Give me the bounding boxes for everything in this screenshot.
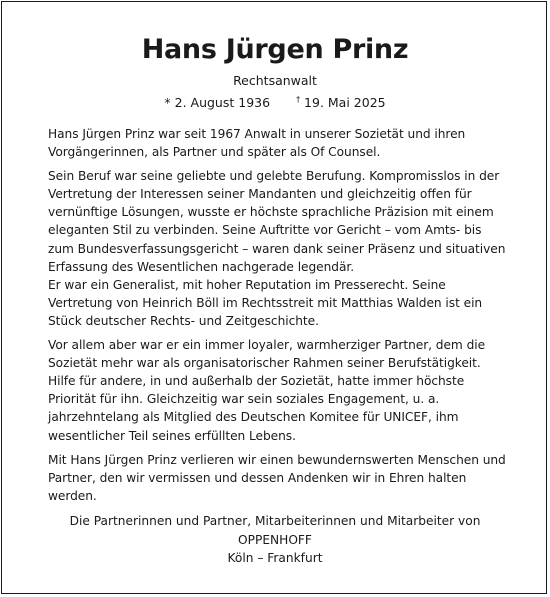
death-date: 19. Mai 2025 bbox=[304, 95, 386, 110]
paragraph: Mit Hans Jürgen Prinz verlieren wir einen bewundernswerten Menschen und Partner, den wir vermissen und dessen Andenken wir in Ehren halten werden. bbox=[48, 452, 506, 503]
paragraph: Vor allem aber war er ein immer loyaler, warmherziger Partner, dem die Sozietät mehr war als organisatorischer Rahmen seiner Berufstätigkeit. Hilfe für andere, in und außerhalb der Sozietät, hatte immer höchste Priorität für ihn. Gleichzeitig war sein soziales Engagement, u. a. jahrzehntelang als Mitglied des Deutschen Komitee für UNICEF, ihm wesentlicher Teil seines erfüllten Lebens. bbox=[48, 338, 486, 443]
profession: Rechtsanwalt bbox=[233, 73, 317, 88]
paragraph: Sein Beruf war seine geliebte und gelebte Berufung. Kompromisslos in der Vertretung der Interessen seiner Mandanten und gleichzeitig offen für vernünftige Lösungen, wusste er höchste sprachliche Präzision mit einem eleganten Stil zu verbinden. Seine Auftritte vor Gericht – vom Amts- bis zum Bundesverfassungsgericht – waren dank seiner Präsenz und situativen Erfassung des Wesentlichen nachgerade legendär. bbox=[48, 169, 506, 274]
firm-name: OPPENHOFF bbox=[238, 532, 312, 547]
birth-symbol: * bbox=[164, 95, 171, 110]
deceased-name: Hans Jürgen Prinz bbox=[141, 34, 409, 65]
notice-body bbox=[48, 125, 508, 511]
firm-locations: Köln – Frankfurt bbox=[227, 551, 323, 565]
death-symbol: † bbox=[296, 95, 301, 104]
closing-line: Die Partnerinnen und Partner, Mitarbeiterinnen und Mitarbeiter von bbox=[69, 514, 481, 528]
paragraph: Er war ein Generalist, mit hoher Reputation im Presserecht. Seine Vertretung von Heinrich Böll im Rechtsstreit mit Matthias Walden ist ein Stück deutscher Rechts- und Zeitgeschichte. bbox=[48, 277, 483, 328]
signature-block bbox=[0, 512, 550, 568]
birth-date: 2. August 1936 bbox=[174, 95, 271, 110]
paragraph: Hans Jürgen Prinz war seit 1967 Anwalt in unserer Sozietät und ihren Vorgängerinnen, als Partner und später als Of Counsel. bbox=[48, 127, 466, 160]
life-dates bbox=[0, 95, 550, 110]
